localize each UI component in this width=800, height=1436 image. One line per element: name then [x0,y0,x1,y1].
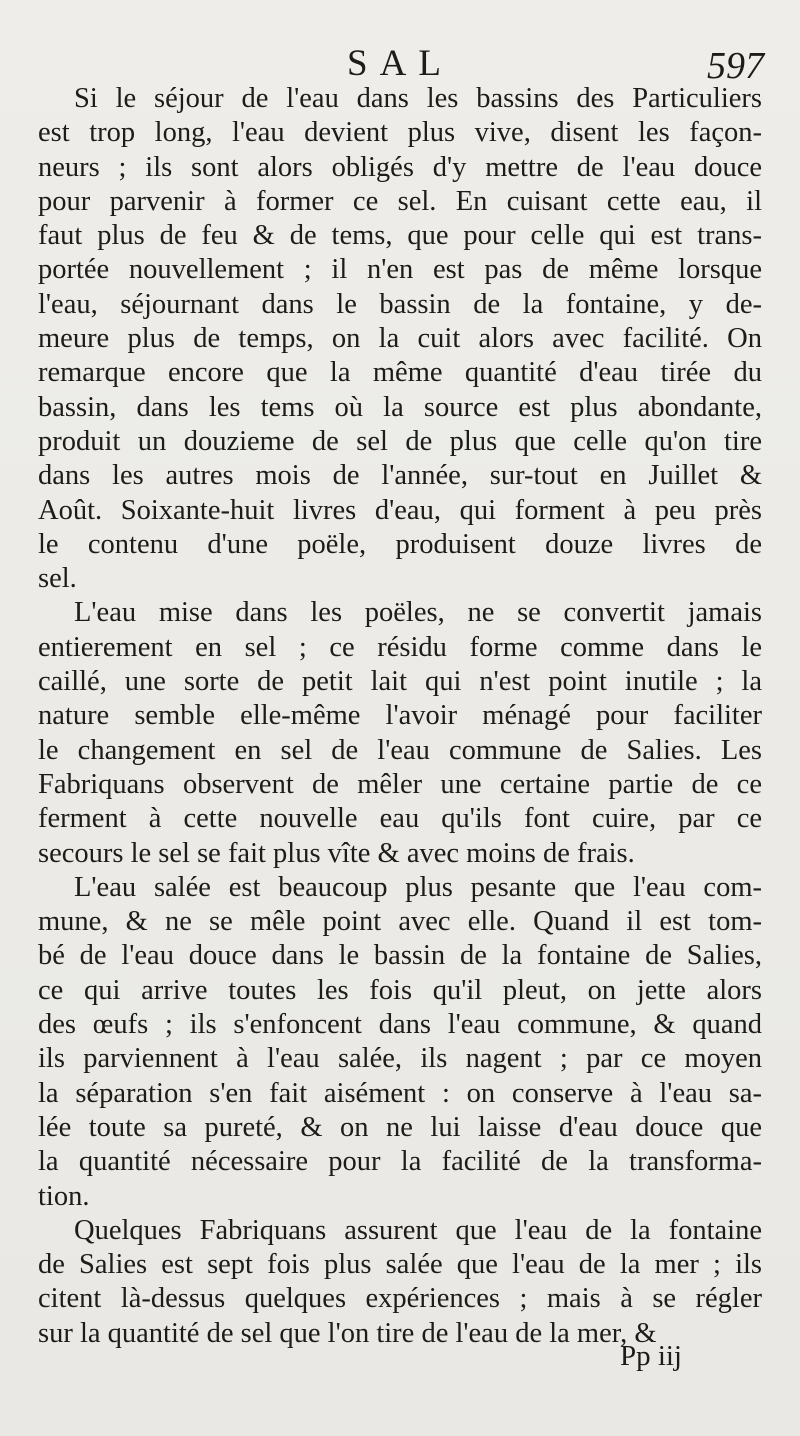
text-line: sur la quantité de sel que l'on tire de l'eau de la mer, & [38,1317,657,1349]
text-line: Quelques Fabriquans assurent que l'eau de la fontaine [74,1214,762,1246]
text-line: L'eau salée est beaucoup plus pesante que l'eau com- [74,871,762,903]
text-line: caillé, une sorte de petit lait qui n'est point inutile ; la [38,666,762,698]
text-line: dans les autres mois de l'année, sur-tout en Juillet & [38,460,762,492]
text-line: Fabriquans observent de mêler une certaine partie de ce [38,768,762,800]
text-line: Si le séjour de l'eau dans les bassins des Particuliers [74,83,762,114]
paragraph [38,82,762,596]
paragraph [38,596,762,870]
text-line: entierement en sel ; ce résidu forme comme dans le [38,631,762,663]
text-line: citent là-dessus quelques expériences ; mais à se régler [38,1283,762,1315]
text-line: l'eau, séjournant dans le bassin de la fontaine, y de- [38,288,762,320]
text-line: ferment à cette nouvelle eau qu'ils font cuire, par ce [38,803,762,835]
signature-mark: Pp iij [619,1340,682,1372]
text-line: mune, & ne se mêle point avec elle. Quand il est tom- [38,906,762,938]
text-line: ce qui arrive toutes les fois qu'il pleut, on jette alors [38,974,762,1006]
running-head: SAL [347,43,453,84]
text-line: des œufs ; ils s'enfoncent dans l'eau commune, & quand [38,1009,762,1041]
text-line: meure plus de temps, on la cuit alors avec facilité. On [38,323,762,355]
page-number: 597 [707,45,764,87]
text-line: portée nouvellement ; il n'en est pas de même lorsque [38,254,762,286]
text-line: le changement en sel de l'eau commune de Salies. Les [38,734,762,766]
text-line: nature semble elle-même l'avoir ménagé pour faciliter [38,700,762,732]
text-line: secours le sel se fait plus vîte & avec moins de frais. [38,837,635,869]
text-line: le contenu d'une poële, produisent douze livres de [38,528,762,560]
paragraph [38,871,762,1214]
text-line: Août. Soixante-huit livres d'eau, qui forment à peu près [38,494,762,526]
text-line: bassin, dans les tems où la source est plus abondante, [38,391,762,423]
text-line: pour parvenir à former ce sel. En cuisant cette eau, il [38,185,762,217]
paragraph [38,1214,762,1351]
text-line: neurs ; ils sont alors obligés d'y mettre de l'eau douce [38,151,762,183]
text-line: lée toute sa pureté, & on ne lui laisse d'eau douce que [38,1111,762,1143]
text-line: de Salies est sept fois plus salée que l'eau de la mer ; ils [38,1249,762,1281]
text-line: ils parviennent à l'eau salée, ils nagent ; par ce moyen [38,1043,762,1075]
text-line: la séparation s'en fait aisément : on conserve à l'eau sa- [38,1077,762,1109]
text-line: la quantité nécessaire pour la facilité de la transforma- [38,1146,762,1178]
body-text [38,82,762,1351]
text-line: faut plus de feu & de tems, que pour celle qui est trans- [38,220,762,252]
text-line: tion. [38,1180,90,1212]
text-line: L'eau mise dans les poëles, ne se convertit jamais [74,597,762,629]
text-line: sel. [38,563,77,595]
text-line: remarque encore que la même quantité d'eau tirée du [38,357,762,389]
text-line: bé de l'eau douce dans le bassin de la fontaine de Salies, [38,940,762,972]
text-line: produit un douzieme de sel de plus que celle qu'on tire [38,425,762,457]
text-line: est trop long, l'eau devient plus vive, disent les façon- [38,117,762,149]
